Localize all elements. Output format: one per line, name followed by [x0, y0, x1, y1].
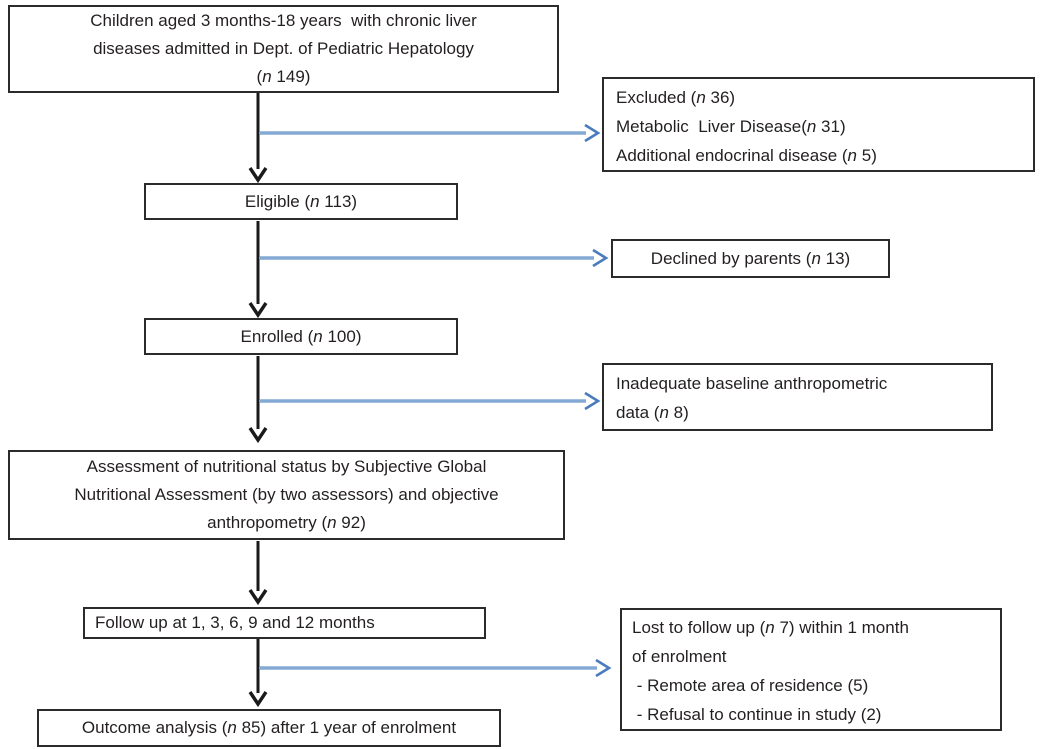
branch-arrow-to-inadequate [259, 393, 598, 409]
assessment-box: Assessment of nutritional status by Subjective Global Nutritional Assessment (by two assessors) and objective anthropometry (n 92) [8, 450, 565, 540]
inadequate-data-box: Inadequate baseline anthropometric data (n 8) [602, 363, 993, 431]
branch-arrow-to-declined [259, 250, 606, 266]
eligible-box: Eligible (n 113) [144, 183, 458, 220]
arrow-enrolled-to-assessment [250, 356, 266, 440]
follow-up-box: Follow up at 1, 3, 6, 9 and 12 months [83, 607, 486, 639]
excluded-box: Excluded (n 36) Metabolic Liver Disease(n 31) Additional endocrinal disease (n 5) [602, 77, 1035, 172]
enrolled-box: Enrolled (n 100) [144, 318, 458, 355]
lost-to-follow-up-box: Lost to follow up (n 7) within 1 month of enrolment - Remote area of residence (5) - Refusal to continue in study (2) [620, 608, 1002, 731]
arrow-followup-to-outcome [250, 639, 266, 704]
branch-arrow-to-excluded [259, 125, 598, 141]
declined-by-parents-box: Declined by parents (n 13) [611, 239, 890, 278]
arrow-eligible-to-enrolled [250, 221, 266, 315]
branch-arrow-to-lost [259, 660, 609, 676]
outcome-box: Outcome analysis (n 85) after 1 year of enrolment [37, 709, 501, 747]
arrow-population-to-eligible [250, 93, 266, 180]
arrow-assessment-to-followup [250, 541, 266, 602]
population-box: Children aged 3 months-18 years with chronic liver diseases admitted in Dept. of Pediatric Hepatology (n 149) [8, 5, 559, 93]
